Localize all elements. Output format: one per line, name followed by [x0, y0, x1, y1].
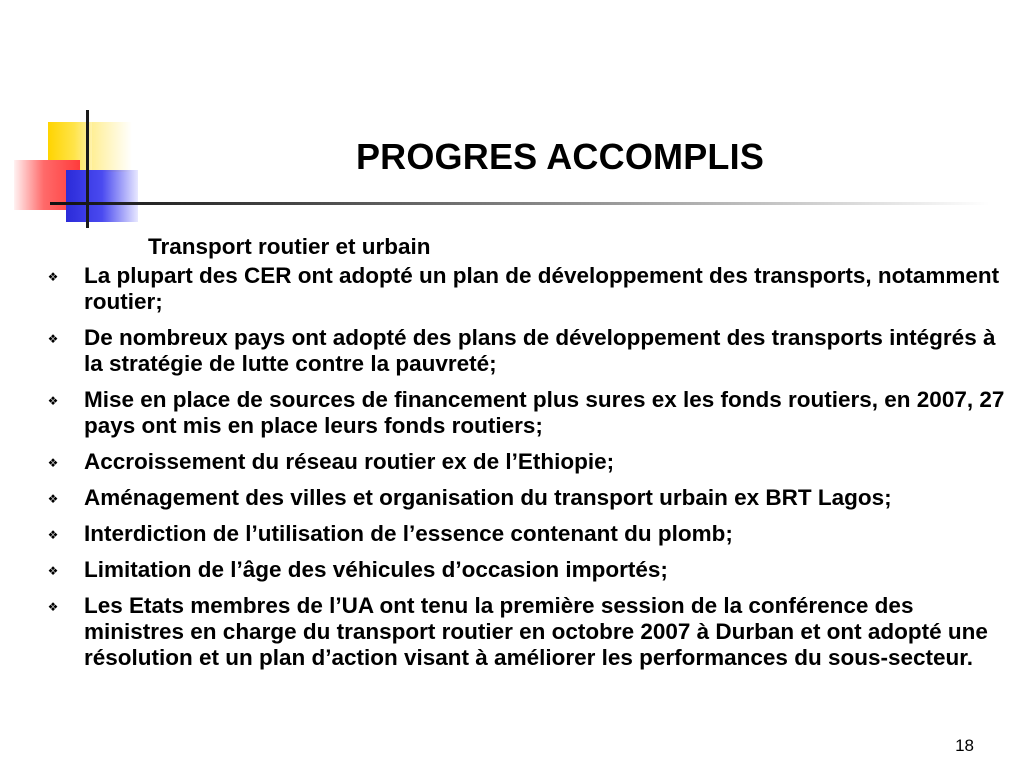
page-number: 18: [955, 736, 974, 755]
list-item: [44, 387, 1014, 439]
diamond-bullet-icon: ❖: [47, 600, 59, 614]
list-item: [44, 593, 1014, 671]
bullet-text: De nombreux pays ont adopté des plans de développement des transports intégrés à la stratégie de lutte contre la pauvreté;: [84, 325, 996, 376]
bullet-text: Interdiction de l’utilisation de l’essence contenant du plomb;: [84, 521, 733, 546]
diamond-bullet-icon: ❖: [47, 332, 59, 346]
bullet-text: La plupart des CER ont adopté un plan de développement des transports, notamment routier;: [84, 263, 1000, 314]
bullet-text: Accroissement du réseau routier ex de l’Ethiopie;: [84, 449, 615, 474]
diamond-bullet-icon: ❖: [47, 528, 59, 542]
list-item: [44, 557, 1014, 583]
logo-vertical-line: [86, 110, 89, 228]
diamond-bullet-icon: ❖: [47, 394, 59, 408]
diamond-bullet-icon: ❖: [47, 270, 59, 284]
title-underline: [50, 202, 990, 205]
diamond-bullet-icon: ❖: [47, 456, 59, 470]
slide-subheading: Transport routier et urbain: [148, 234, 431, 259]
diamond-bullet-icon: ❖: [47, 492, 59, 506]
bullet-text: Limitation de l’âge des véhicules d’occasion importés;: [84, 557, 668, 582]
list-item: [44, 325, 1014, 377]
list-item: [44, 485, 1014, 511]
logo-yellow-fade: [92, 122, 132, 172]
logo-blue-square: [66, 170, 138, 222]
list-item: [44, 521, 1014, 547]
slide-title: PROGRES ACCOMPLIS: [355, 136, 765, 177]
bullet-text: Mise en place de sources de financement plus sures ex les fonds routiers, en 2007, 27 pays ont mis en place leurs fonds routiers;: [84, 387, 1005, 438]
bullet-text: Les Etats membres de l’UA ont tenu la première session de la conférence des ministres en charge du transport routier en octobre 2007 à Durban et ont adopté une résolution et un plan d’action visant à améliorer les performances du sous-secteur.: [84, 593, 988, 670]
diamond-bullet-icon: ❖: [47, 564, 59, 578]
slide-body: [44, 234, 1014, 681]
list-item: [44, 263, 1014, 315]
list-item: [44, 449, 1014, 475]
bullet-list: [44, 263, 1014, 671]
bullet-text: Aménagement des villes et organisation du transport urbain ex BRT Lagos;: [84, 485, 892, 510]
